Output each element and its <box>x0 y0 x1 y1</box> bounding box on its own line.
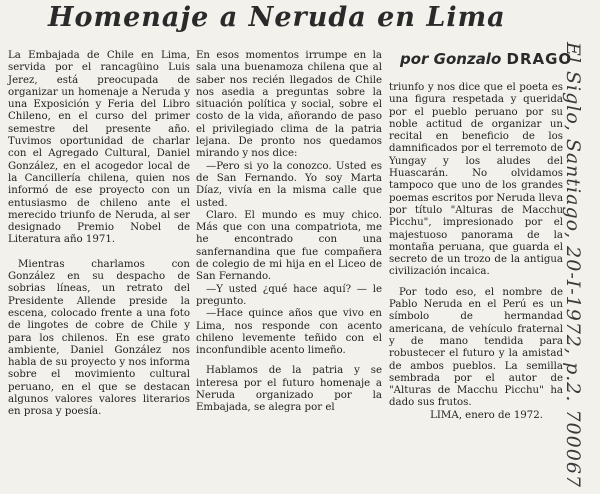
col2-paragraph-6: Hablamos de la patria y se interesa por el futuro homenaje a Neruda organizado por la Embajada, se alegra por el <box>196 365 382 414</box>
col2-paragraph-1: En esos momentos irrumpe en la sala una buenamoza chilena que al saber nos recién llegados de Chile nos asedia a preguntas sobre la situación política y social, sobre el costo de la vida, añorando de paso el privilegiado clima de la patria lejana. De pronto nos quedamos mirando y nos dice: <box>196 50 382 160</box>
column-1 <box>8 50 190 470</box>
handwritten-note-text: El Siglo, Santiago, 20-I-1972, p.2. 700067 <box>562 42 584 488</box>
column-2 <box>196 50 382 490</box>
article-byline <box>400 50 573 72</box>
byline-author: DRAGO <box>506 50 573 68</box>
column-3 <box>389 82 563 482</box>
col3-paragraph-2: Por todo eso, el nombre de Pablo Neruda en el Perú es un símbolo de hermandad americana, de vehículo fraternal y de mano tendida para robustecer el futuro y la amistad de ambos pueblos. La semilla sembrada por el autor de "Alturas de Macchu Picchu" ha dado sus frutos. <box>389 286 563 409</box>
col2-paragraph-2: —Pero si yo la conozco. Usted es de San Fernando. Yo soy Marta Díaz, vivía en la misma calle que usted. <box>196 160 382 209</box>
col1-paragraph-2: Mientras charlamos con González en su despacho de sobrias líneas, un retrato del Presidente Allende preside la escena, colocado frente a una foto de lingotes de cobre de Chile y para los chilenos. En ese grato ambiente, Daniel González nos habla de su proyecto y nos informa sobre el movimiento cultural peruano, en el que se destacan algunos valores valores literarios en prosa y poesía. <box>8 258 190 418</box>
article-dateline: LIMA, enero de 1972. <box>430 409 543 421</box>
col2-paragraph-4: —Y usted ¿qué hace aquí? — le pregunto. <box>196 283 382 307</box>
col3-paragraph-1: triunfo y nos dice que el poeta es una figura respetada y querida por el pueblo peruano por su noble actitud de organizar un recital en beneficio de los damnificados por el terremoto de Yungay y los aludes del Huascarán. No olvidamos tampoco que uno de los grandes poemas escritos por Neruda lleva por título "Alturas de Macchu Picchu", impresionado por el majestuoso panorama de la montaña peruana, que guarda el secreto de un trozo de la antigua civilización incaica. <box>389 82 564 278</box>
col2-paragraph-5: —Hace quince años que vivo en Lima, nos responde con acento chileno levemente teñido con el inconfundible acento limeño. <box>196 308 382 357</box>
col1-paragraph-1: La Embajada de Chile en Lima, servida por el rancagüino Luis Jerez, está preocupada de organizar un homenaje a Neruda y una Exposición y Feria del Libro Chileno, en el curso del primer semestre del presente año. Tuvimos oportunidad de charlar con el Agregado Cultural, Daniel González, en el acogedor local de la Cancillería chilena, quien nos informó de ese proyecto con un entusiasmo de chileno ante el merecido triunfo de Neruda, al ser designado Premio Nobel de Literatura año 1971. <box>8 50 190 246</box>
article-title: Homenaje a Neruda en Lima <box>48 2 506 33</box>
byline-prefix: por Gonzalo <box>400 50 502 68</box>
col2-paragraph-3: Claro. El mundo es muy chico. Más que con una compatriota, me he encontrado con una sanfernandina que fue compañera de colegio de mi hija en el Liceo de San Fernando. <box>196 209 382 283</box>
